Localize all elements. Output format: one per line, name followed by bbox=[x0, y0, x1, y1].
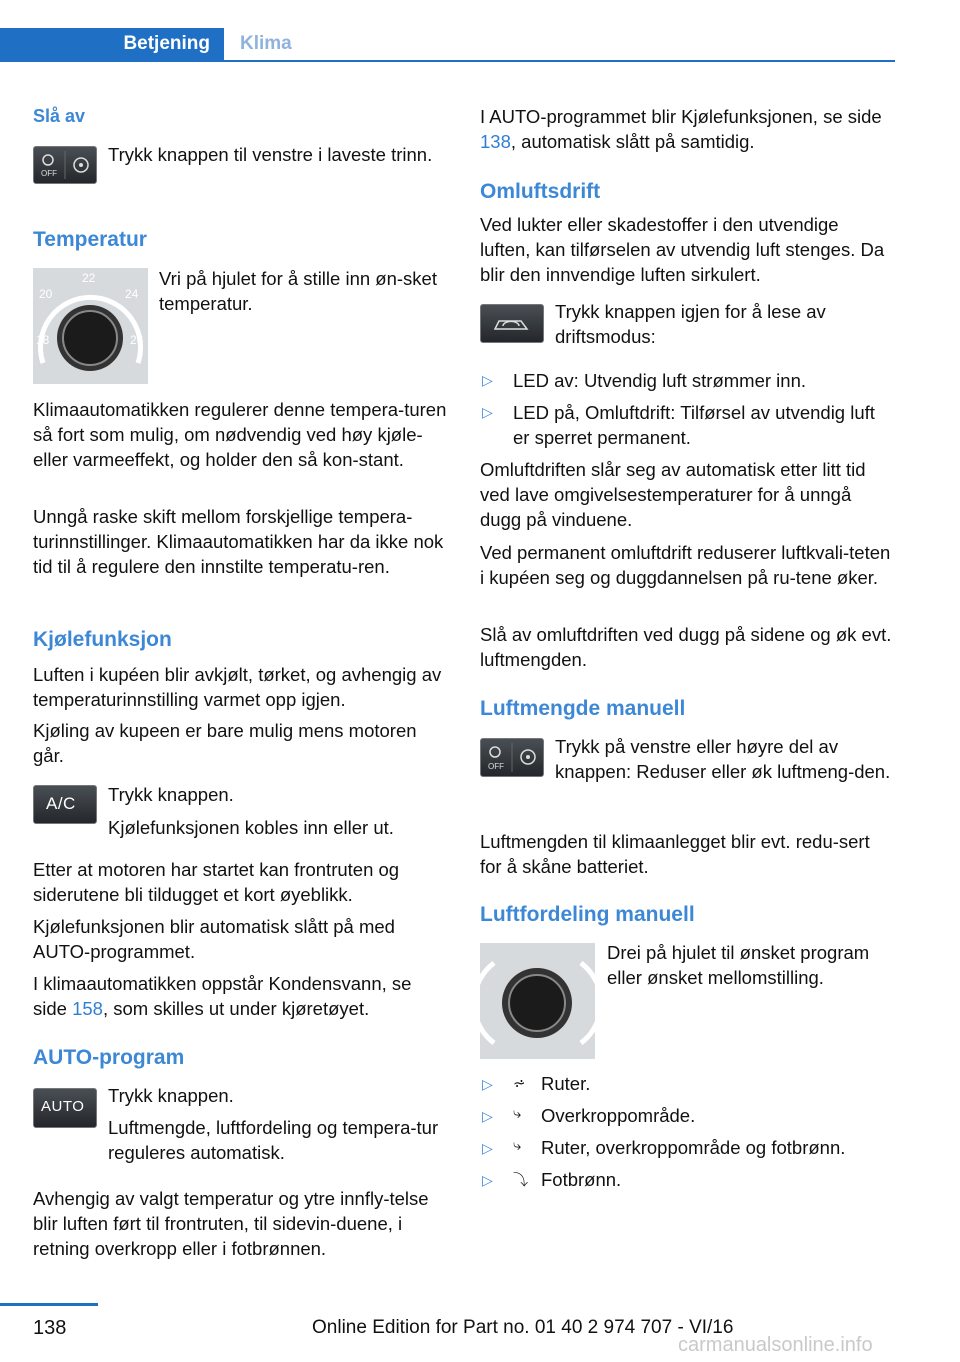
para-luftmengde-1: Luftmengden til klimaanlegget blir evt. redu-sert for å skåne batteriet. bbox=[480, 831, 870, 877]
tab-betjening[interactable]: Betjening bbox=[0, 28, 224, 60]
para-kjol-5 bbox=[33, 971, 448, 1021]
ac-label: A/C bbox=[46, 794, 76, 813]
para-kjol-4: Kjølefunksjonen blir automatisk slått på med AUTO-programmet. bbox=[33, 916, 395, 962]
recirculation-icon bbox=[481, 305, 543, 342]
link-page-158[interactable]: 158 bbox=[72, 998, 103, 1019]
header-tab-bar bbox=[0, 28, 895, 62]
dial-label-20: 20 bbox=[39, 287, 53, 301]
page-number: 138 bbox=[33, 1317, 67, 1339]
upper-body-icon: ⤷ bbox=[513, 1105, 522, 1122]
para-auto-kjol-post: , automatisk slått på samtidig. bbox=[510, 131, 755, 152]
para-kjol-3: Etter at motoren har startet kan frontruten og siderutene bli tildugget et kort øyeblikk. bbox=[33, 859, 400, 905]
fordeling-bullet-4: Fotbrønn. bbox=[541, 1169, 622, 1190]
link-page-138[interactable]: 138 bbox=[480, 131, 511, 152]
text-kjol-kobles: Kjølefunksjonen kobles inn eller ut. bbox=[108, 817, 394, 838]
footwell-icon: ⤵ bbox=[513, 1172, 529, 1189]
omluft-bullet-1: LED av: Utvendig luft strømmer inn. bbox=[513, 370, 807, 391]
bullet-icon: ▷ bbox=[482, 1076, 493, 1092]
auto-button-image bbox=[33, 1088, 97, 1128]
bullet-icon: ▷ bbox=[482, 372, 493, 388]
heading-luftfordeling: Luftfordeling manuell bbox=[480, 903, 695, 926]
text-sla-av: Trykk knappen til venstre i laveste trinn. bbox=[108, 144, 433, 165]
footer-rule bbox=[0, 1303, 98, 1306]
off-label: OFF bbox=[41, 169, 57, 178]
heading-omluftsdrift: Omluftsdrift bbox=[480, 180, 601, 203]
edition-text: Online Edition for Part no. 01 40 2 974 707 - VI/16 bbox=[312, 1317, 734, 1338]
fan-icon bbox=[34, 147, 96, 183]
heading-sla-av: Slå av bbox=[33, 106, 86, 126]
para-omluft-2: Omluftdriften slår seg av automatisk etter litt tid ved lave omgivelsestemperaturer for å unngå dugg på vinduene. bbox=[480, 459, 866, 530]
para-auto-1: Avhengig av valgt temperatur og ytre innfly-telse blir luften ført til frontruten, til sidevin-duene, i retning overkropp eller i fotbrønnen. bbox=[33, 1188, 429, 1259]
bullet-icon: ▷ bbox=[482, 404, 493, 420]
para-omluft-4: Slå av omluftdriften ved dugg på sidene og øk evt. luftmengden. bbox=[480, 624, 892, 670]
tab-klima[interactable]: Klima bbox=[240, 33, 292, 54]
para-kjol-5-post: , som skilles ut under kjøretøyet. bbox=[102, 998, 370, 1019]
bullet-icon: ▷ bbox=[482, 1108, 493, 1124]
omluft-bullet-2: LED på, Omluftdrift: Tilførsel av utvendig luft er sperret permanent. bbox=[513, 402, 875, 448]
para-kjol-1: Luften i kupéen blir avkjølt, tørket, og avhengig av temperaturinnstilling varmet opp igjen. bbox=[33, 664, 442, 710]
text-kjol-trykk: Trykk knappen. bbox=[108, 784, 234, 805]
heading-kjolefunksjon: Kjølefunksjon bbox=[33, 628, 172, 651]
auto-label: AUTO bbox=[41, 1098, 85, 1115]
air-distribution-dial-icon bbox=[480, 943, 595, 1059]
text-temperatur: Vri på hjulet for å stille inn øn-sket temperatur. bbox=[159, 268, 437, 314]
para-omluft-3: Ved permanent omluftdrift reduserer luftkvali-teten i kupéen seg og duggdannelsen på ru-tene øker. bbox=[480, 542, 891, 588]
fan-speed-button-image bbox=[480, 738, 544, 777]
para-kjol-5-pre: I klimaautomatikken oppstår Kondensvann, se side bbox=[33, 973, 412, 1019]
text-luftfordeling: Drei på hjulet til ønsket program eller ønsket mellomstilling. bbox=[607, 942, 870, 988]
heading-luftmengde: Luftmengde manuell bbox=[480, 697, 686, 720]
temperature-dial-image bbox=[33, 268, 148, 384]
air-distribution-dial-image bbox=[480, 943, 595, 1059]
windshield-icon: ⩫ bbox=[513, 1075, 526, 1092]
recirculation-button-image bbox=[480, 304, 544, 343]
text-omluft-trykk: Trykk knappen igjen for å lese av driftsmodus: bbox=[555, 301, 826, 347]
dial-label-24: 24 bbox=[125, 287, 139, 301]
off-label: OFF bbox=[488, 762, 504, 771]
temperature-dial-icon bbox=[33, 268, 148, 384]
bullet-icon: ▷ bbox=[482, 1172, 493, 1188]
fordeling-bullet-2: Overkroppområde. bbox=[541, 1105, 696, 1126]
heading-temperatur: Temperatur bbox=[33, 228, 147, 251]
text-auto-luftmengde: Luftmengde, luftfordeling og tempera-tur reguleres automatisk. bbox=[108, 1117, 439, 1163]
para-temperatur-1: Klimaautomatikken regulerer denne tempera-turen så fort som mulig, om nødvendig ved høy kjøle- eller varmeeffekt, og holder den så kon-stant. bbox=[33, 399, 447, 470]
para-auto-kjol-pre: I AUTO-programmet blir Kjølefunksjonen, se side bbox=[480, 106, 882, 127]
bullet-icon: ▷ bbox=[482, 1140, 493, 1156]
fordeling-bullet-1: Ruter. bbox=[541, 1073, 591, 1094]
fordeling-bullet-3: Ruter, overkroppområde og fotbrønn. bbox=[541, 1137, 846, 1158]
para-auto-kjol bbox=[480, 104, 892, 154]
text-auto-trykk: Trykk knappen. bbox=[108, 1085, 234, 1106]
para-omluft-1: Ved lukter eller skadestoffer i den utvendige luften, kan tilførselen av utvendig luft stenges. Da blir den innvendige luften sirkulert. bbox=[480, 214, 885, 285]
fan-icon bbox=[481, 739, 543, 776]
ac-button-image bbox=[33, 785, 97, 824]
para-temperatur-2: Unngå raske skift mellom forskjellige tempera-turinnstillinger. Klimaautomatikken har da ikke nok tid til å regulere den innstilte temperatu-ren. bbox=[33, 506, 444, 577]
windshield-upper-body-footwell-icon: ⤷ bbox=[513, 1137, 522, 1154]
dial-label-26: 26 bbox=[130, 333, 144, 347]
dial-label-22: 22 bbox=[82, 271, 96, 285]
fan-off-button-image bbox=[33, 146, 97, 184]
para-kjol-2: Kjøling av kupeen er bare mulig mens motoren går. bbox=[33, 720, 417, 766]
heading-auto-program: AUTO-program bbox=[33, 1046, 185, 1069]
watermark: carmanualsonline.info bbox=[678, 1334, 873, 1356]
text-luftmengde-trykk: Trykk på venstre eller høyre del av knappen: Reduser eller øk luftmeng-den. bbox=[555, 736, 891, 782]
dial-label-18: 18 bbox=[36, 333, 50, 347]
